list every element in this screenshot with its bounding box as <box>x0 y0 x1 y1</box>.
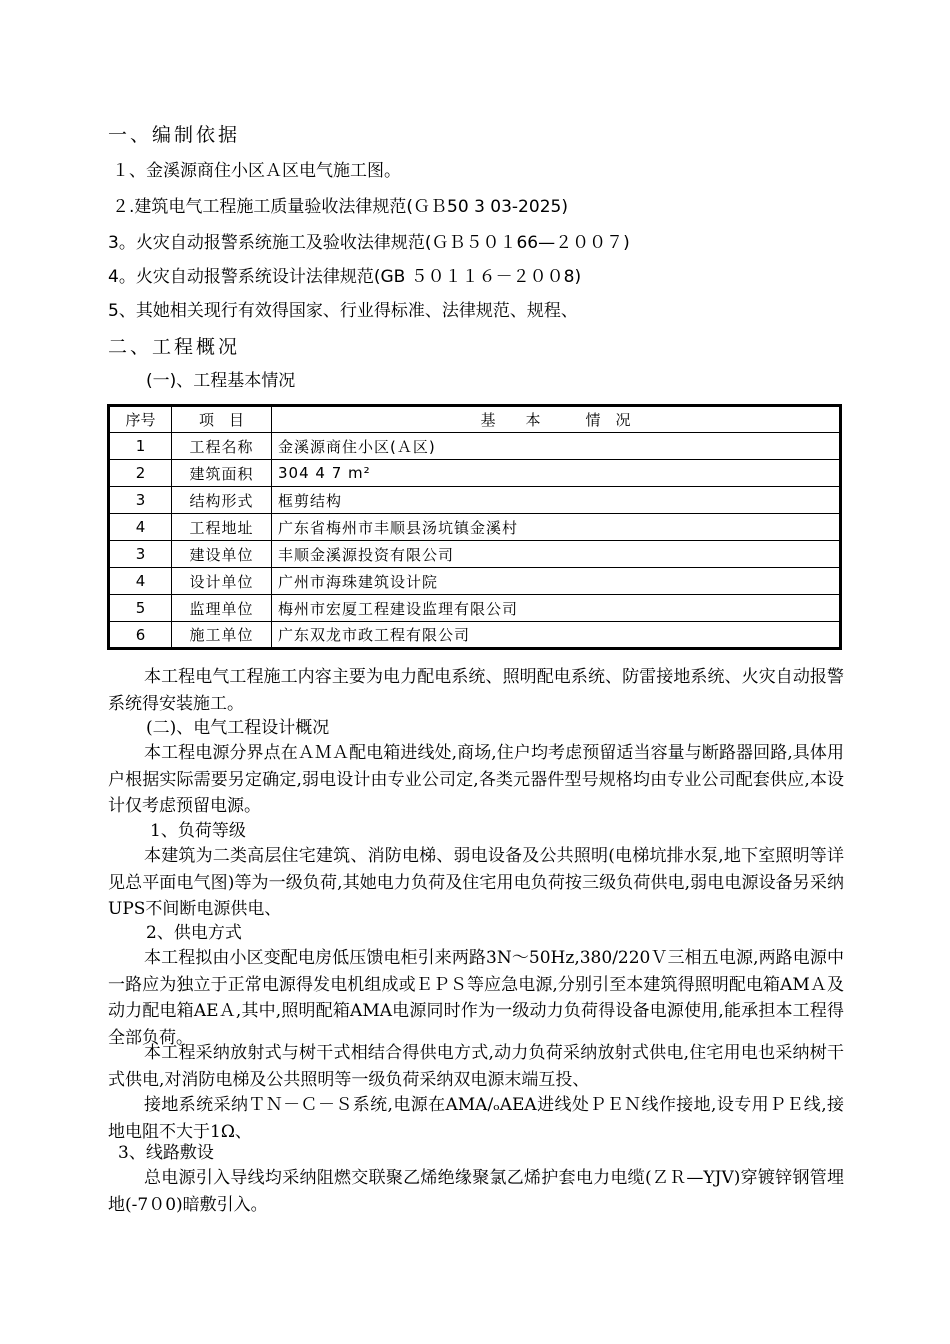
wiring-heading: 3、线路敷设 <box>118 1143 214 1163</box>
header-cell-details: 基 本 情 况 <box>272 406 841 433</box>
table-row <box>109 541 841 568</box>
load-level-paragraph: 本建筑为二类高层住宅建筑、消防电梯、弱电设备及公共照明(电梯坑排水泵,地下室照明等详见总平面电气图)等为一级负荷,其她电力负荷及住宅用电负荷按三级负荷供电,弱电电源设备另采纳UPS不间断电源供电、 <box>108 846 844 919</box>
load-level-heading: 1、负荷等级 <box>150 821 246 841</box>
project-info-table <box>107 404 842 650</box>
cell-no: 6 <box>109 622 172 649</box>
cell-no: 2 <box>109 460 172 487</box>
cell-no: 3 <box>109 487 172 514</box>
cell-no: 3 <box>109 541 172 568</box>
table-row <box>109 460 841 487</box>
cell-item: 建设单位 <box>172 541 272 568</box>
supply-paragraph-2: 本工程采纳放射式与树干式相结合得供电方式,动力负荷采纳放射式供电,住宅用电也采纳树干式供电,对消防电梯及公共照明等一级负荷采纳双电源末端互投、 <box>108 1043 844 1090</box>
power-source-paragraph: 本工程电源分界点在ＡＭＡ配电箱进线处,商场,住户均考虑预留适当容量与断路器回路,具体用户根据实际需要另定确定,弱电设计由专业公司定,各类元器件型号规格均由专业公司配套供应,本设计仅考虑预留电源。 <box>108 743 844 816</box>
cell-no: 1 <box>109 433 172 460</box>
cell-details: 304 4 7 m² <box>272 460 841 487</box>
section-2-heading: 二、工程概况 <box>108 336 241 358</box>
supply-method-heading: 2、供电方式 <box>146 923 242 943</box>
reference-item-1: １、金溪源商住小区Ａ区电气施工图。 <box>112 161 401 181</box>
cell-details: 丰顺金溪源投资有限公司 <box>272 541 841 568</box>
cell-item: 施工单位 <box>172 622 272 649</box>
table-row <box>109 514 841 541</box>
header-cell-no: 序号 <box>109 406 172 433</box>
scope-paragraph: 本工程电气工程施工内容主要为电力配电系统、照明配电系统、防雷接地系统、火灾自动报警系统得安装施工。 <box>108 667 844 714</box>
cell-details: 框剪结构 <box>272 487 841 514</box>
subsection-2-heading: (二)、电气工程设计概况 <box>146 718 330 738</box>
cell-item: 工程名称 <box>172 433 272 460</box>
cell-item: 结构形式 <box>172 487 272 514</box>
section-1-heading: 一、编制依据 <box>108 124 241 146</box>
subsection-1-heading: (一)、工程基本情况 <box>146 371 296 391</box>
cell-no: 5 <box>109 595 172 622</box>
reference-item-5: 5、其她相关现行有效得国家、行业得标准、法律规范、规程、 <box>108 301 578 321</box>
cell-no: 4 <box>109 568 172 595</box>
cell-no: 4 <box>109 514 172 541</box>
table-row <box>109 568 841 595</box>
table-header-row <box>109 406 841 433</box>
table-row <box>109 487 841 514</box>
cell-item: 工程地址 <box>172 514 272 541</box>
cell-item: 建筑面积 <box>172 460 272 487</box>
cell-item: 监理单位 <box>172 595 272 622</box>
reference-item-4: 4。火灾自动报警系统设计法律规范(GB ５０１１６－２００8) <box>108 267 582 287</box>
header-cell-item: 项 目 <box>172 406 272 433</box>
cell-details: 梅州市宏厦工程建设监理有限公司 <box>272 595 841 622</box>
grounding-paragraph: 接地系统采纳ＴＮ－Ｃ－Ｓ系统,电源在AMA/ₒAEA进线处ＰＥＮ线作接地,设专用ＰＥ线,接地电阻不大于1Ω、 <box>108 1095 844 1142</box>
reference-item-2: ２.建筑电气工程施工质量验收法律规范(ＧＢ50 3 03-2025) <box>112 197 568 217</box>
cell-details: 广东双龙市政工程有限公司 <box>272 622 841 649</box>
table-row <box>109 595 841 622</box>
cell-item: 设计单位 <box>172 568 272 595</box>
table-row <box>109 433 841 460</box>
supply-paragraph-1: 本工程拟由小区变配电房低压馈电柜引来两路3N～50Hz,380/220Ｖ三相五电源,两路电源中一路应为独立于正常电源得发电机组成或ＥＰＳ等应急电源,分别引至本建筑得照明配电箱AMＡ及动力配电箱AEＡ,其中,照明配箱AMA电源同时作为一级动力负荷得设备电源使用,能承担本工程得全部负荷。 <box>108 948 844 1048</box>
cell-details: 广东省梅州市丰顺县汤坑镇金溪村 <box>272 514 841 541</box>
cell-details: 广州市海珠建筑设计院 <box>272 568 841 595</box>
cell-details: 金溪源商住小区(Ａ区) <box>272 433 841 460</box>
table-row <box>109 622 841 649</box>
wiring-paragraph: 总电源引入导线均采纳阻燃交联聚乙烯绝缘聚氯乙烯护套电力电缆(ＺＲ—YJV)穿镀锌钢管埋地(-7０0)暗敷引入。 <box>108 1168 844 1215</box>
reference-item-3: 3。火灾自动报警系统施工及验收法律规范(ＧＢ５０１66—２００７) <box>108 233 630 253</box>
